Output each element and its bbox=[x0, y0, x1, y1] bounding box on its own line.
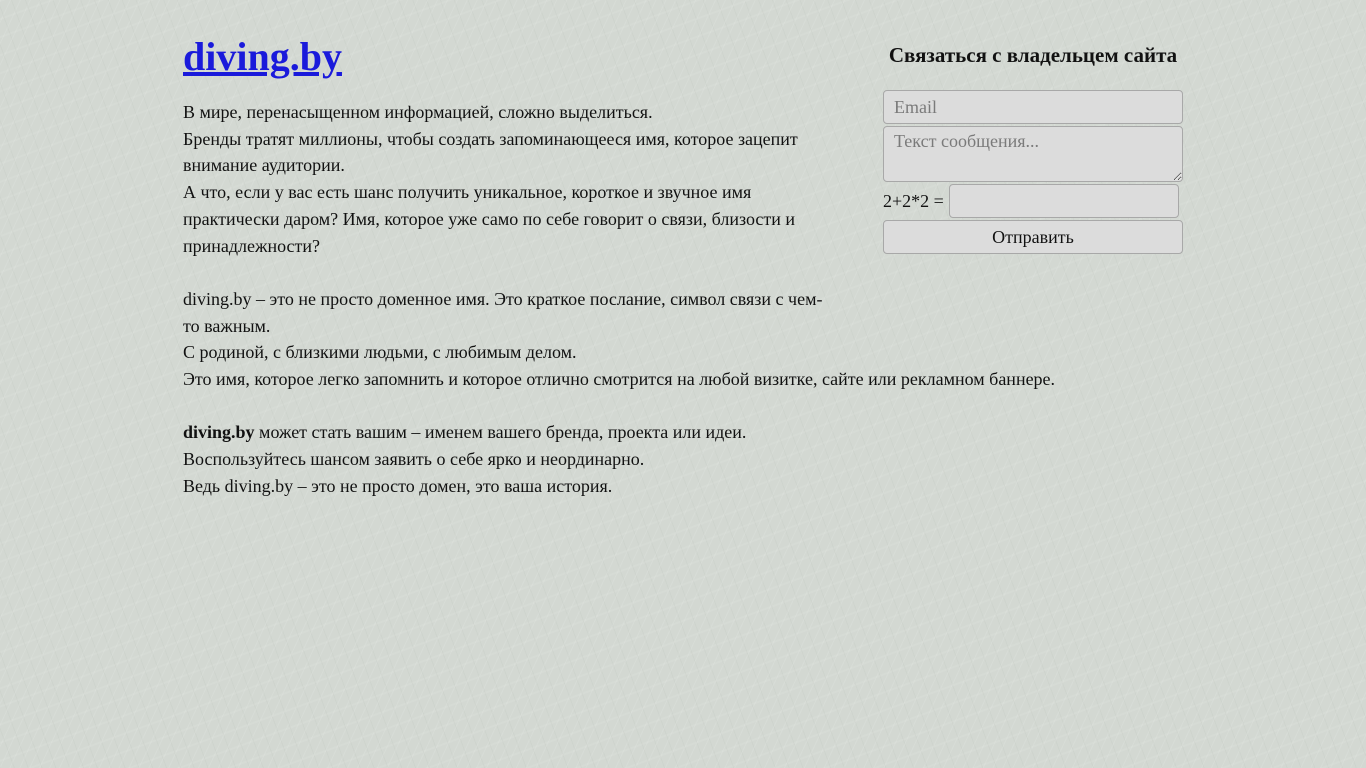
offer-line-1-rest: может стать вашим – именем вашего бренда, проекта или идеи. bbox=[254, 422, 747, 443]
about-line-3: Это имя, которое легко запомнить и которое отлично смотрится на любой визитке, сайте или рекламном баннере. bbox=[183, 369, 1056, 390]
contact-form bbox=[883, 40, 1183, 254]
contact-form-title: Связаться с владельцем сайта bbox=[888, 43, 1178, 67]
captcha-row bbox=[883, 184, 1183, 218]
site-title-link[interactable]: diving.by bbox=[183, 34, 342, 79]
offer-line-2: Воспользуйтесь шансом заявить о себе ярко и неординарно. bbox=[183, 449, 645, 470]
paragraph-gap bbox=[183, 259, 833, 286]
offer-line-1 bbox=[183, 419, 1093, 446]
about-line-2: С родиной, с близкими людьми, с любимым делом. bbox=[183, 342, 577, 363]
about-line-1: diving.by – это не просто доменное имя. Это краткое послание, символ связи с чем-то важным. bbox=[183, 288, 823, 336]
offer-line-3: Ведь diving.by – это не просто домен, это ваша история. bbox=[183, 475, 613, 496]
intro-block bbox=[183, 99, 833, 339]
intro-line-2: Бренды тратят миллионы, чтобы создать запоминающееся имя, которое зацепит внимание аудитории. bbox=[183, 128, 798, 176]
email-field[interactable] bbox=[883, 90, 1183, 124]
paragraph-gap bbox=[183, 393, 1093, 420]
captcha-field[interactable] bbox=[949, 184, 1179, 218]
intro-line-3: А что, если у вас есть шанс получить уникальное, короткое и звучное имя практически даром? Имя, которое уже само по себе говорит о связи, близости и принадлежности? bbox=[183, 182, 796, 256]
intro-line-1: В мире, перенасыщенном информацией, сложно выделиться. bbox=[183, 102, 653, 122]
offer-domain-bold: diving.by bbox=[183, 422, 255, 443]
captcha-label: 2+2*2 = bbox=[883, 190, 944, 211]
message-field[interactable] bbox=[883, 126, 1183, 182]
submit-button[interactable]: Отправить bbox=[883, 220, 1183, 254]
